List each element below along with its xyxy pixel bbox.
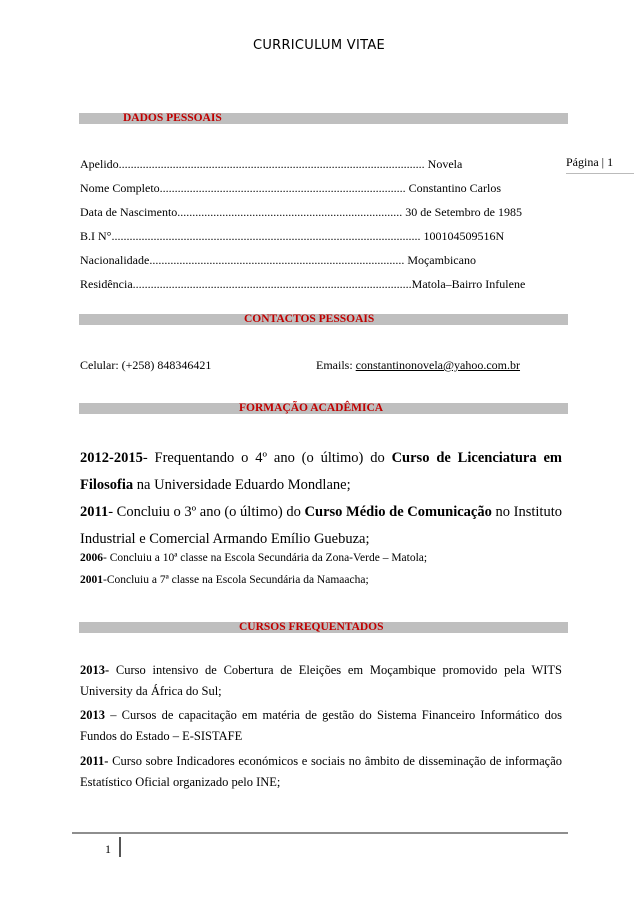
page-number: 1 — [105, 842, 111, 856]
footer-separator — [119, 837, 121, 857]
education-year: 2006 — [80, 552, 103, 564]
personal-row — [80, 229, 504, 244]
field-label: B.I N° — [80, 229, 112, 243]
education-text: - Frequentando o 4º ano (o último) do — [142, 450, 392, 466]
personal-row — [80, 277, 525, 292]
education-text: - Concluiu a 10ª classe na Escola Secundária da Zona-Verde – Matola; — [103, 552, 428, 564]
education-course: Curso de Licenciatura em Filosofia — [80, 450, 562, 493]
personal-row — [80, 253, 476, 268]
field-value: Moçambicano — [407, 253, 476, 267]
course-item — [80, 660, 562, 702]
section-title-contacts: CONTACTOS PESSOAIS — [244, 313, 375, 325]
leader-dots: ........................................................................... — [177, 205, 403, 219]
section-bar-personal — [79, 113, 568, 124]
field-value: 30 de Setembro de 1985 — [405, 205, 522, 219]
phone-text: Celular: (+258) 848346421 — [80, 358, 212, 372]
personal-row — [80, 181, 501, 196]
education-item — [80, 445, 562, 499]
education-item — [80, 548, 562, 569]
section-bar-courses — [79, 622, 568, 633]
personal-row — [80, 205, 522, 220]
field-value: Novela — [427, 157, 463, 171]
leader-dots: ....................................................................................................... — [111, 229, 421, 243]
education-text: no Instituto Industrial e Comercial Armando Emílio Guebuza; — [80, 504, 562, 547]
contacts-row — [80, 358, 560, 373]
leader-dots: .................................................................................. — [159, 181, 406, 195]
document-title: CURRICULUM VITAE — [252, 38, 386, 53]
leader-dots: ............................................................................................. — [132, 277, 412, 291]
page-label: Página | 1 — [566, 155, 634, 174]
leader-dots: ..................................................................................... — [149, 253, 405, 267]
field-value: 100104509516N — [423, 229, 505, 243]
course-item — [80, 705, 562, 747]
personal-row — [80, 157, 462, 172]
field-label: Apelido — [80, 157, 119, 171]
section-bar-education — [79, 403, 568, 414]
field-label: Residência — [80, 277, 133, 291]
education-text: na Universidade Eduardo Mondlane; — [133, 477, 351, 493]
section-bar-contacts — [79, 314, 568, 325]
email-link[interactable]: constantinonovela@yahoo.com.br — [355, 358, 521, 372]
field-value: Matola–Bairro Infulene — [411, 277, 526, 291]
field-label: Nacionalidade — [80, 253, 150, 267]
course-text: Curso sobre Indicadores económicos e sociais no âmbito de disseminação de informação Estatístico Oficial organizado pelo INE; — [80, 754, 562, 789]
education-course: Curso Médio de Comunicação — [304, 504, 492, 520]
education-text: -Concluiu a 7ª classe na Escola Secundária da Namaacha; — [103, 574, 369, 586]
field-label: Nome Completo — [80, 181, 160, 195]
field-value: Constantino Carlos — [408, 181, 502, 195]
field-label: Data de Nascimento — [80, 205, 178, 219]
education-year: 2012-2015 — [80, 450, 143, 466]
course-text: – Cursos de capacitação em matéria de gestão do Sistema Financeiro Informático dos Fundos do Estado – E-SISTAFE — [80, 708, 562, 743]
course-year: 2013 — [80, 708, 105, 722]
course-year: 2013- — [80, 663, 110, 677]
course-year: 2011- — [80, 754, 109, 768]
course-item — [80, 751, 562, 793]
footer-divider — [72, 832, 568, 834]
leader-dots: ...................................................................................................... — [118, 157, 425, 171]
email-label: Emails: — [316, 358, 353, 372]
course-text: Curso intensivo de Cobertura de Eleições em Moçambique promovido pela WITS University da África do Sul; — [80, 663, 562, 698]
education-year: 2011 — [80, 504, 109, 520]
section-title-personal: DADOS PESSOAIS — [123, 112, 222, 124]
education-item — [80, 570, 562, 591]
section-title-courses: CURSOS FREQUENTADOS — [239, 621, 384, 633]
education-text: - Concluiu o 3º ano (o último) do — [108, 504, 305, 520]
education-year: 2001 — [80, 574, 103, 586]
education-item — [80, 499, 562, 553]
section-title-education: FORMAÇÃO ACADÊMICA — [239, 402, 384, 414]
